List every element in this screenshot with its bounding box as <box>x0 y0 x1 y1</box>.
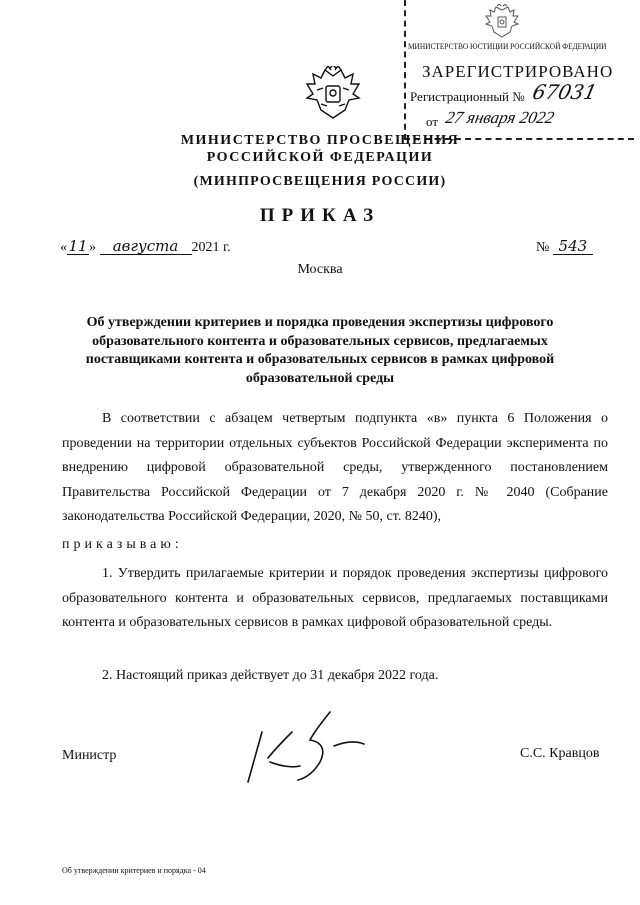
stamp-registered-text: ЗАРЕГИСТРИРОВАНО <box>422 62 614 81</box>
ministry-name-line1: МИНИСТЕРСТВО ПРОСВЕЩЕНИЯ <box>180 133 460 148</box>
stamp-regno-value: 67031 <box>530 80 600 104</box>
stamp-date-value: 27 января 2022 <box>444 108 556 127</box>
stamp-regno-label: Регистрационный № <box>410 89 525 104</box>
date-open-quote: « <box>60 240 67 255</box>
order-word: приказываю: <box>62 537 183 552</box>
date-year: 2021 г. <box>191 240 231 255</box>
page-footer: Об утверждении критериев и порядка - 04 <box>62 866 206 875</box>
date-day: 11 <box>68 237 88 255</box>
document-title: ПРИКАЗ <box>259 205 381 226</box>
order-number <box>536 239 593 256</box>
body-paragraph-2: 1. Утвердить прилагаемые критерии и порядок проведения экспертизы цифрового образовательного контента и образовательных сервисов, предлагаемых поставщиками контента и образовательных сервисов в рамках цифровой образовательной среды. <box>62 566 608 630</box>
body-paragraph-3: 2. Настоящий приказ действует до 31 декабря 2022 года. <box>102 668 439 683</box>
stamp-from-label: от <box>426 114 439 129</box>
handwritten-signature-icon <box>240 710 380 790</box>
date-month: августа <box>100 239 192 255</box>
order-number-label: № <box>536 240 550 255</box>
date-close-quote: » <box>89 240 96 255</box>
signatory-title: Министр <box>62 748 117 763</box>
stamp-emblem-icon <box>482 4 522 42</box>
coat-of-arms-icon <box>303 66 363 122</box>
order-number-value: 543 <box>553 239 593 255</box>
body-paragraph-1: В соответствии с абзацем четвертым подпункта «в» пункта 6 Положения о проведении на территории отдельных субъектов Российской Федерации эксперимента по внедрению цифровой образовательной среды, утвержденного постановлением Правительства Российской Федерации от 7 декабря 2020 г. № 2040 (Собрание законодательства Российской Федерации, 2020, № 50, ст. 8240), <box>62 411 608 524</box>
ministry-short-name: (МИНПРОСВЕЩЕНИЯ РОССИИ) <box>193 174 447 189</box>
order-date <box>60 239 231 256</box>
signatory-name: С.С. Кравцов <box>520 746 600 761</box>
stamp-ministry-text: МИНИСТЕРСТВО ЮСТИЦИИ РОССИЙСКОЙ ФЕДЕРАЦИИ <box>408 42 607 51</box>
city: Москва <box>297 262 343 277</box>
order-subject: Об утверждении критериев и порядка проведения экспертизы цифрового образовательного контента и образовательных сервисов, предлагаемых поставщиками контента и образовательных сервисов в рамках цифровой образовательной среды <box>85 315 555 386</box>
ministry-name-line2: РОССИЙСКОЙ ФЕДЕРАЦИИ <box>206 150 434 165</box>
